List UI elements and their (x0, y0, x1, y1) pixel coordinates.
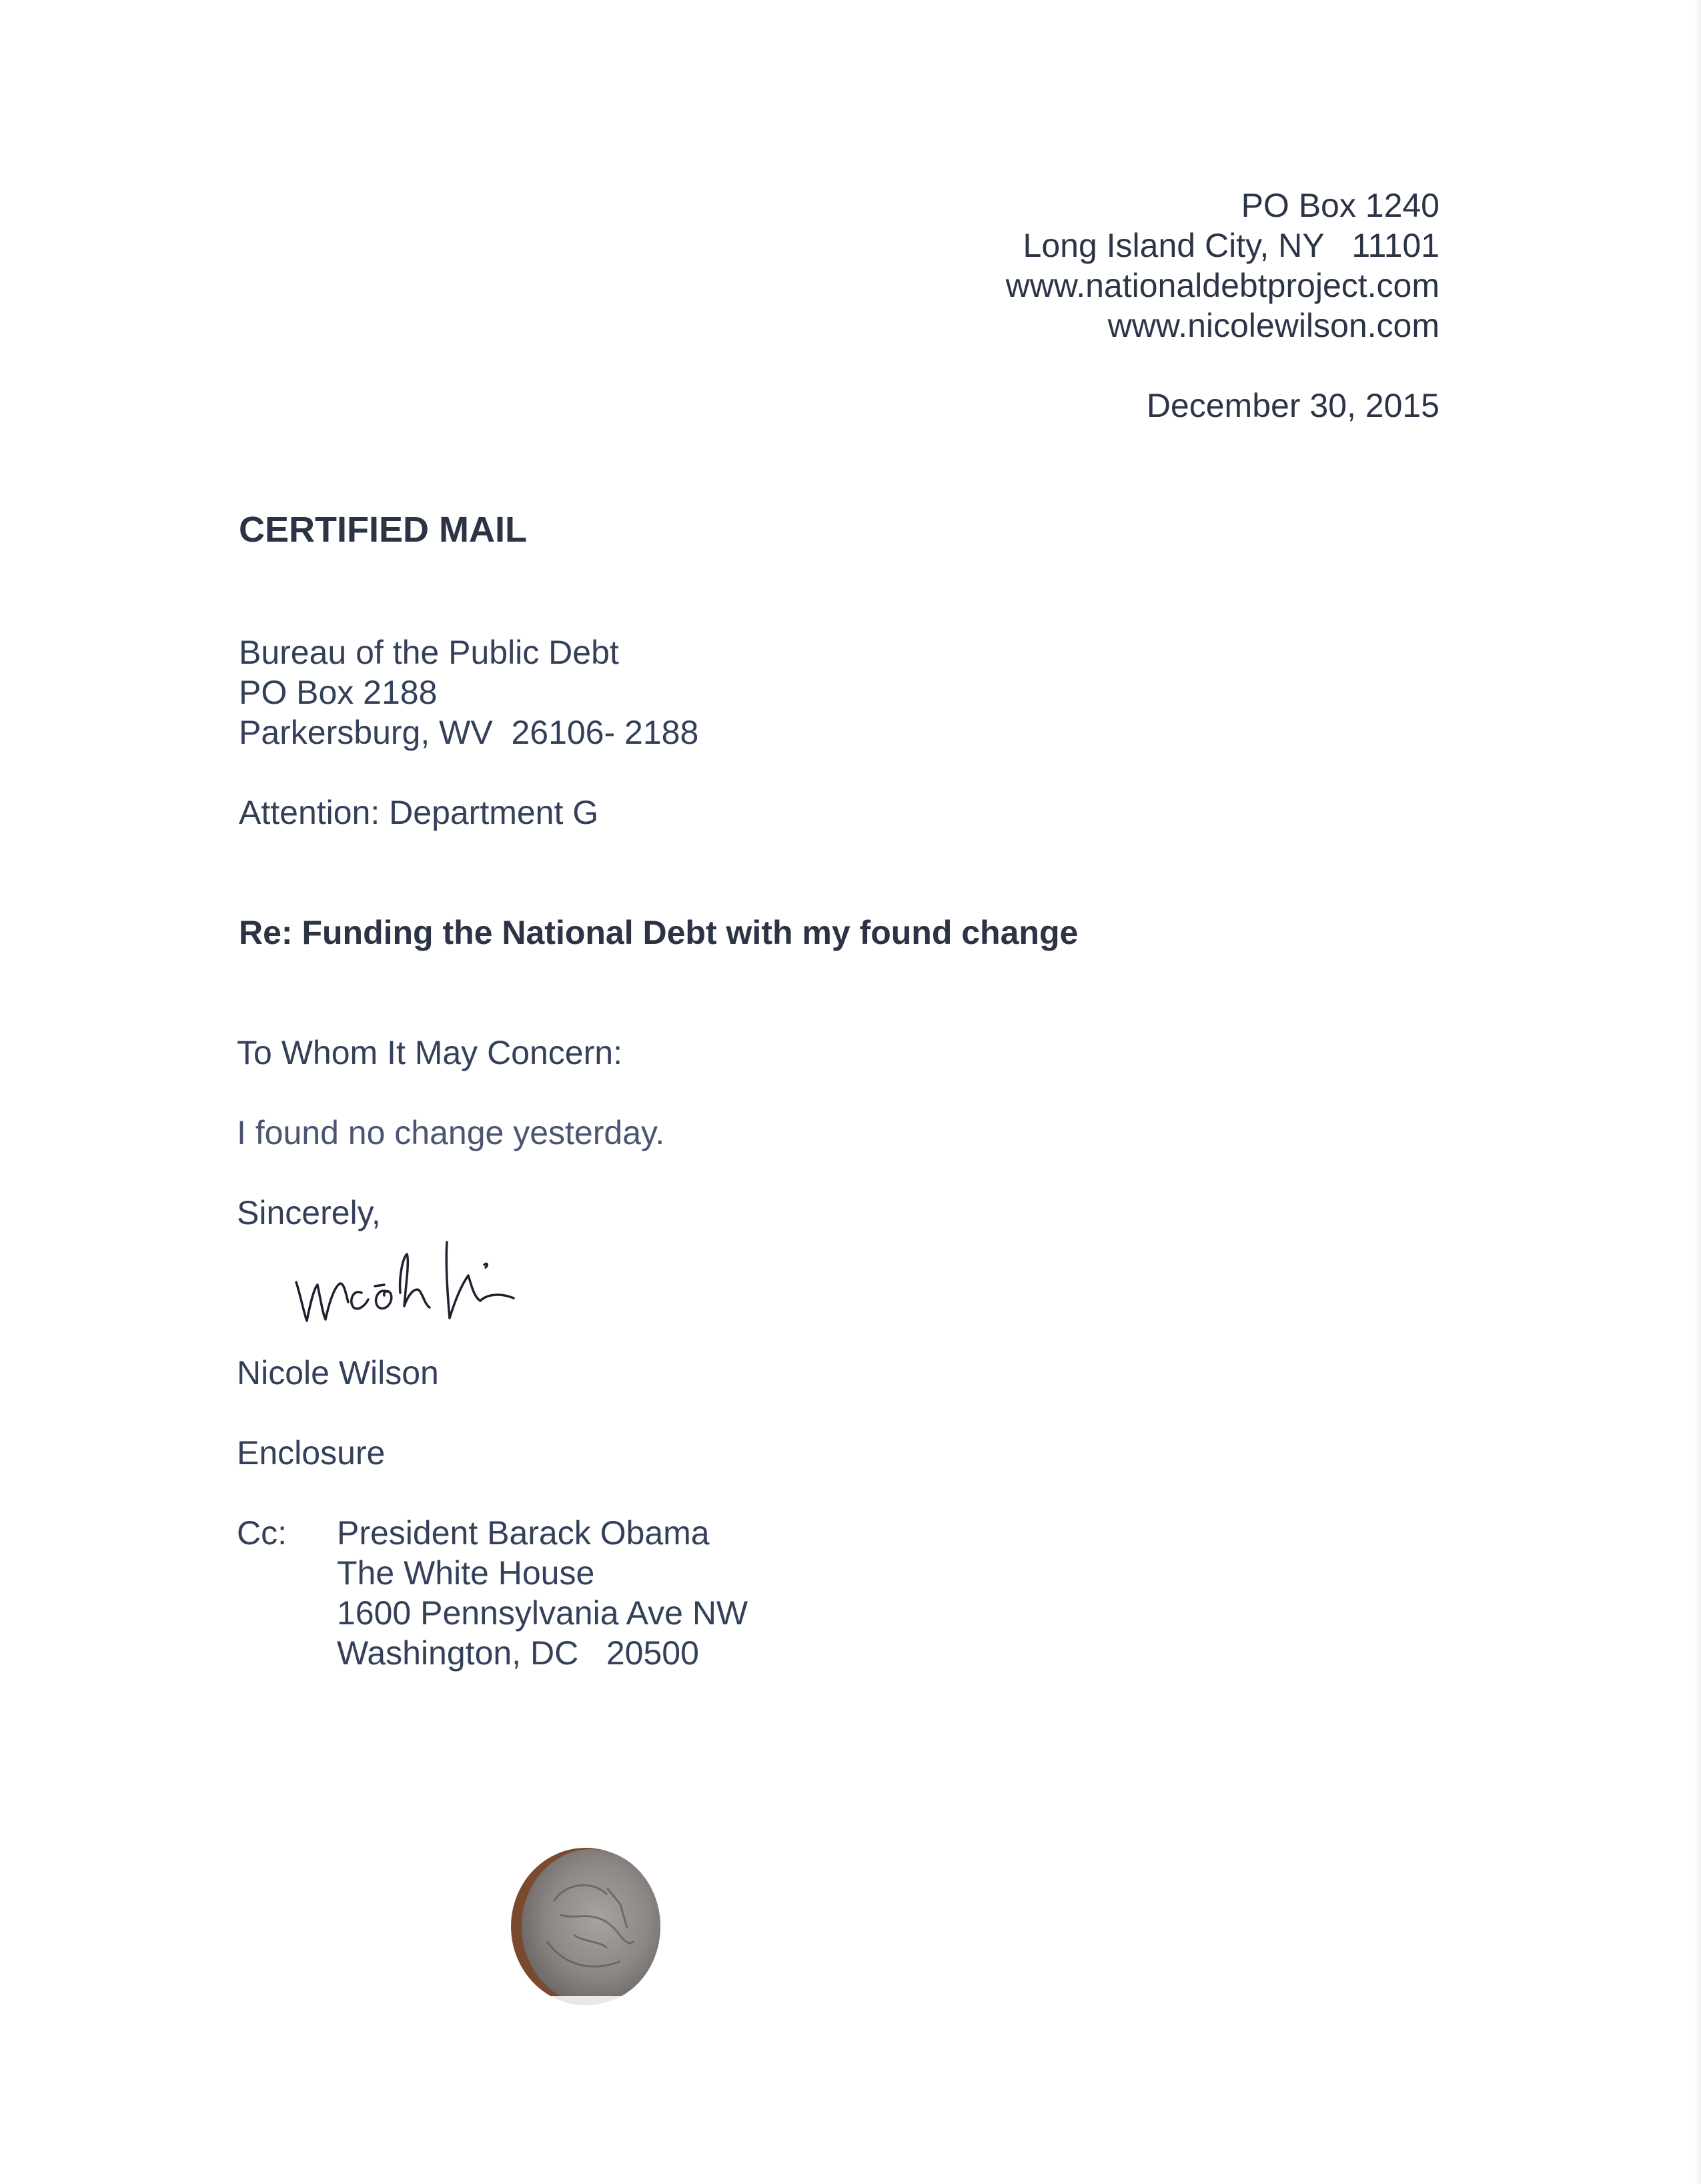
scan-edge-shadow (1694, 0, 1701, 2184)
letter-body: I found no change yesterday. (237, 1114, 665, 1151)
return-address-line: PO Box 1240 (1241, 187, 1440, 224)
cc-line: The White House (337, 1554, 595, 1592)
return-address-website: www.nicolewilson.com (1107, 307, 1440, 344)
certified-mail-heading: CERTIFIED MAIL (239, 510, 527, 550)
cc-address (337, 1513, 748, 1673)
cc-line: Washington, DC 20500 (337, 1634, 699, 1672)
return-address-website: www.nationaldebtproject.com (1005, 267, 1440, 304)
cc-line: President Barack Obama (337, 1514, 710, 1552)
recipient-line: Bureau of the Public Debt (239, 634, 619, 671)
cc-line: 1600 Pennsylvania Ave NW (337, 1594, 748, 1632)
enclosure-note: Enclosure (237, 1434, 386, 1472)
return-address (1006, 185, 1440, 346)
signature-image (287, 1214, 660, 1341)
cc-label: Cc: (237, 1514, 287, 1552)
letter-date: December 30, 2015 (1146, 387, 1440, 424)
return-address-line: Long Island City, NY 11101 (1023, 227, 1440, 264)
signer-name: Nicole Wilson (237, 1354, 439, 1392)
recipient-line: PO Box 2188 (239, 674, 438, 711)
recipient-line: Parkersburg, WV 26106- 2188 (239, 714, 699, 751)
closing: Sincerely, (237, 1194, 381, 1231)
attention-line: Attention: Department G (239, 794, 599, 831)
subject-line: Re: Funding the National Debt with my found change (239, 914, 1079, 951)
salutation: To Whom It May Concern: (237, 1034, 622, 1071)
penny-coin-image (507, 1841, 667, 2015)
recipient-address (239, 632, 698, 752)
